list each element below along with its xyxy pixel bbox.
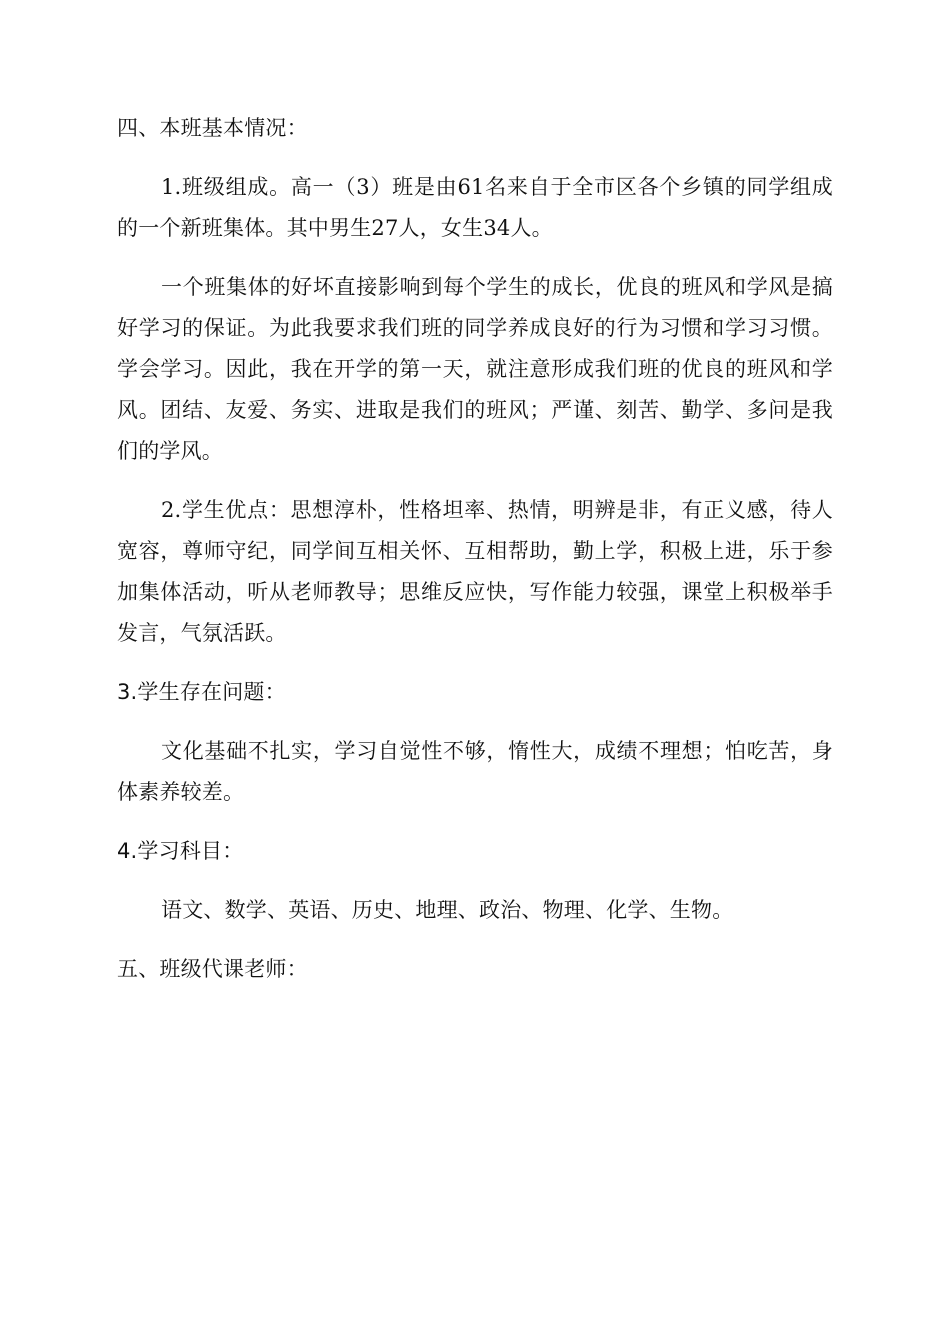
section-heading-subjects: 4.学习科目： [117,839,244,863]
paragraph-class-style: 一个班集体的好坏直接影响到每个学生的成长，优良的班风和学风是搞好学习的保证。为此我要求我们班的同学养成良好的行为习惯和学习习惯。学会学习。因此，我在开学的第一天，就注意形成我们班的优良的班风和学风。团结、友爱、务实、进取是我们的班风；严谨、刻苦、勤学、多问是我们的学风。 [117,275,833,463]
paragraph-class-composition: 1.班级组成。高一（3）班是由61名来自于全市区各个乡镇的同学组成的一个新班集体。其中男生27人，女生34人。 [117,175,833,240]
section-heading-teachers: 五、班级代课老师： [117,957,308,981]
paragraph-subjects: 语文、数学、英语、历史、地理、政治、物理、化学、生物。 [161,898,734,922]
section-heading-class-overview: 四、本班基本情况： [117,116,308,140]
document-page [117,108,833,1008]
paragraph-student-strengths: 2.学生优点：思想淳朴，性格坦率、热情，明辨是非，有正义感，待人宽容，尊师守纪，同学间互相关怀、互相帮助，勤上学，积极上进，乐于参加集体活动，听从老师教导；思维反应快，写作能力较强，课堂上积极举手发言，气氛活跃。 [117,498,833,645]
section-heading-student-problems: 3.学生存在问题： [117,680,286,704]
paragraph-student-problems: 文化基础不扎实，学习自觉性不够，惰性大，成绩不理想；怕吃苦，身体素养较差。 [117,739,833,804]
